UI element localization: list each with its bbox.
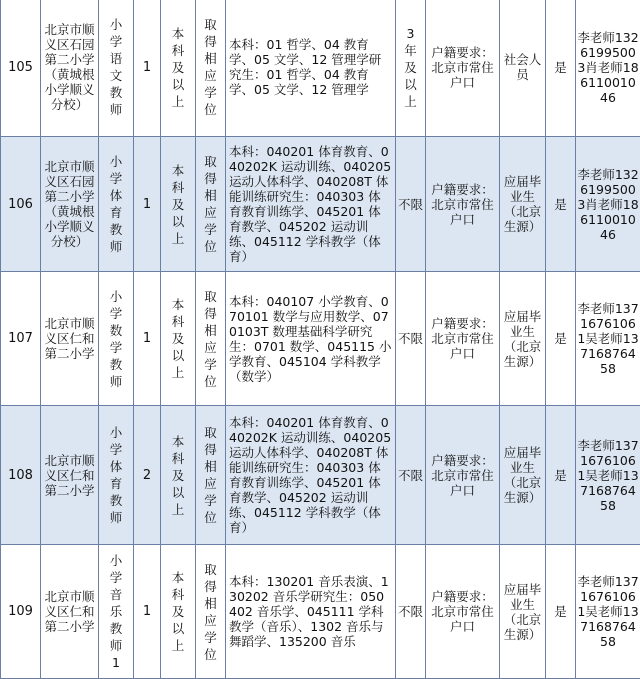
flag-cell: 是 (546, 545, 576, 679)
major-cell: 本科：130201 音乐表演、130202 音乐学研究生：050402 音乐学、045111 学科教学（音乐）、1302 音乐与舞蹈学、135200 音乐 (226, 545, 396, 679)
contact-cell: 李老师13716761061吴老师13716876458 (576, 545, 640, 679)
school-cell: 北京市顺义区仁和第二小学 (41, 272, 99, 406)
position-cell: 小学体育教师 (99, 137, 134, 272)
school-cell: 北京市顺义区仁和第二小学 (41, 406, 99, 545)
position-cell: 小学音乐教师1 (99, 545, 134, 679)
table-row (1, 272, 640, 406)
row-number: 107 (1, 272, 41, 406)
row-number: 109 (1, 545, 41, 679)
school-cell: 北京市顺义区石园第二小学（黄城根小学顺义分校） (41, 137, 99, 272)
major-cell: 本科：01 哲学、04 教育学、05 文学、12 管理学研究生：01 哲学、04 教育学、05 文学、12 管理学 (226, 0, 396, 137)
education-cell: 本科及以上 (161, 137, 196, 272)
flag-cell: 是 (546, 272, 576, 406)
major-cell: 本科：040107 小学教育、070101 数学与应用数学、070103T 数理基础科学研究生：0701 数学、045115 小学教育、045104 学科教学（数学） (226, 272, 396, 406)
count-cell: 1 (134, 545, 161, 679)
other-requirements-cell: 户籍要求：北京市常住户口 (426, 137, 500, 272)
other-requirements-cell: 户籍要求：北京市常住户口 (426, 406, 500, 545)
contact-cell: 李老师13716761061吴老师13716876458 (576, 272, 640, 406)
count-cell: 1 (134, 0, 161, 137)
contact-cell: 李老师13261995003肖老师18611001046 (576, 0, 640, 137)
row-number: 106 (1, 137, 41, 272)
school-cell: 北京市顺义区仁和第二小学 (41, 545, 99, 679)
experience-cell: 不限 (396, 272, 426, 406)
target-cell: 应届毕业生（北京生源） (500, 406, 546, 545)
education-cell: 本科及以上 (161, 0, 196, 137)
other-requirements-cell: 户籍要求：北京市常住户口 (426, 545, 500, 679)
target-cell: 应届毕业生（北京生源） (500, 545, 546, 679)
row-number: 108 (1, 406, 41, 545)
major-cell: 本科：040201 体育教育、040202K 运动训练、040205 运动人体科学、040208T 体能训练研究生：040303 体育教育训练学、045201 体育教学、045202 运动训练、045112 学科教学（体育） (226, 137, 396, 272)
table-row (1, 545, 640, 679)
degree-cell: 取得相应学位 (196, 545, 226, 679)
flag-cell: 是 (546, 0, 576, 137)
position-cell: 小学数学教师 (99, 272, 134, 406)
target-cell: 应届毕业生（北京生源） (500, 137, 546, 272)
contact-cell: 李老师13261995003肖老师18611001046 (576, 137, 640, 272)
contact-cell: 李老师13716761061吴老师13716876458 (576, 406, 640, 545)
table-row (1, 406, 640, 545)
education-cell: 本科及以上 (161, 545, 196, 679)
target-cell: 应届毕业生（北京生源） (500, 272, 546, 406)
row-number: 105 (1, 0, 41, 137)
education-cell: 本科及以上 (161, 272, 196, 406)
table-row (1, 137, 640, 272)
other-requirements-cell: 户籍要求：北京市常住户口 (426, 272, 500, 406)
degree-cell: 取得相应学位 (196, 406, 226, 545)
flag-cell: 是 (546, 137, 576, 272)
position-cell: 小学语文教师 (99, 0, 134, 137)
degree-cell: 取得相应学位 (196, 0, 226, 137)
experience-cell: 3年及以上 (396, 0, 426, 137)
school-cell: 北京市顺义区石园第二小学（黄城根小学顺义分校） (41, 0, 99, 137)
flag-cell: 是 (546, 406, 576, 545)
education-cell: 本科及以上 (161, 406, 196, 545)
count-cell: 1 (134, 137, 161, 272)
other-requirements-cell: 户籍要求：北京市常住户口 (426, 0, 500, 137)
table-row (1, 0, 640, 137)
experience-cell: 不限 (396, 545, 426, 679)
experience-cell: 不限 (396, 137, 426, 272)
experience-cell: 不限 (396, 406, 426, 545)
count-cell: 2 (134, 406, 161, 545)
degree-cell: 取得相应学位 (196, 137, 226, 272)
degree-cell: 取得相应学位 (196, 272, 226, 406)
position-cell: 小学体育教师 (99, 406, 134, 545)
major-cell: 本科：040201 体育教育、040202K 运动训练、040205 运动人体科学、040208T 体能训练研究生：040303 体育教育训练学、045201 体育教学、045202 运动训练、045112 学科教学（体育） (226, 406, 396, 545)
count-cell: 1 (134, 272, 161, 406)
target-cell: 社会人员 (500, 0, 546, 137)
